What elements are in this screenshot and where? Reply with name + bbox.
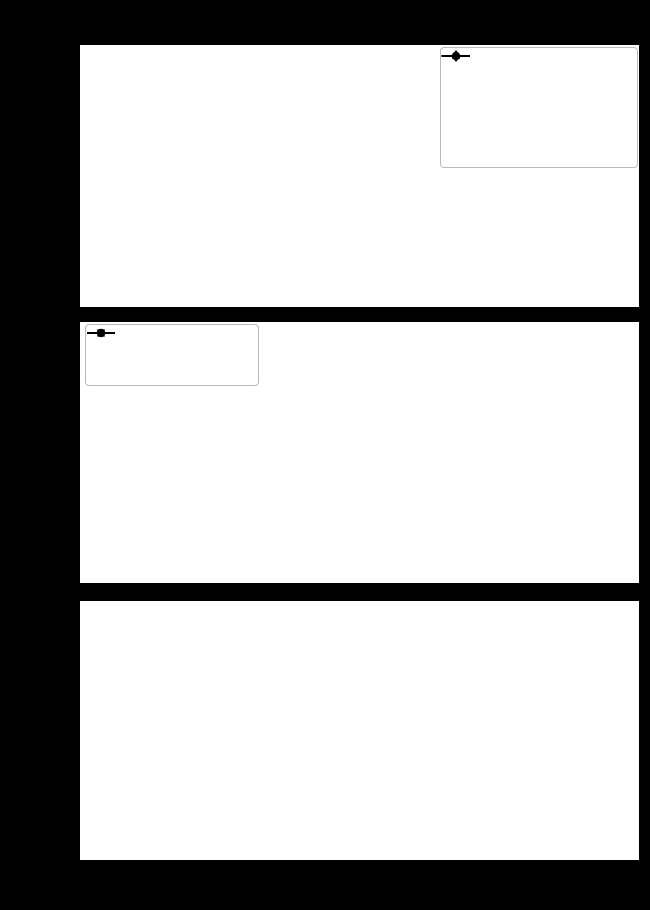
legend-entry-tangential-motion bbox=[92, 365, 252, 383]
legend-entry-ballistic-assumption bbox=[92, 347, 252, 365]
legend-entry-shocked-gas bbox=[448, 109, 631, 128]
bottom-panel-plot-area bbox=[79, 600, 640, 861]
legend-entry-total-speed bbox=[448, 146, 631, 165]
legend-entry-tangential-velocity bbox=[448, 127, 631, 146]
legend-entry-model-radial-velocity bbox=[448, 72, 631, 91]
legend-entry-model-proper-motion bbox=[448, 53, 631, 72]
middle-legend bbox=[85, 324, 259, 386]
top-legend bbox=[440, 47, 638, 168]
legend-entry-radial-velocity bbox=[448, 90, 631, 109]
legend-entry-mean-difference bbox=[92, 329, 252, 347]
